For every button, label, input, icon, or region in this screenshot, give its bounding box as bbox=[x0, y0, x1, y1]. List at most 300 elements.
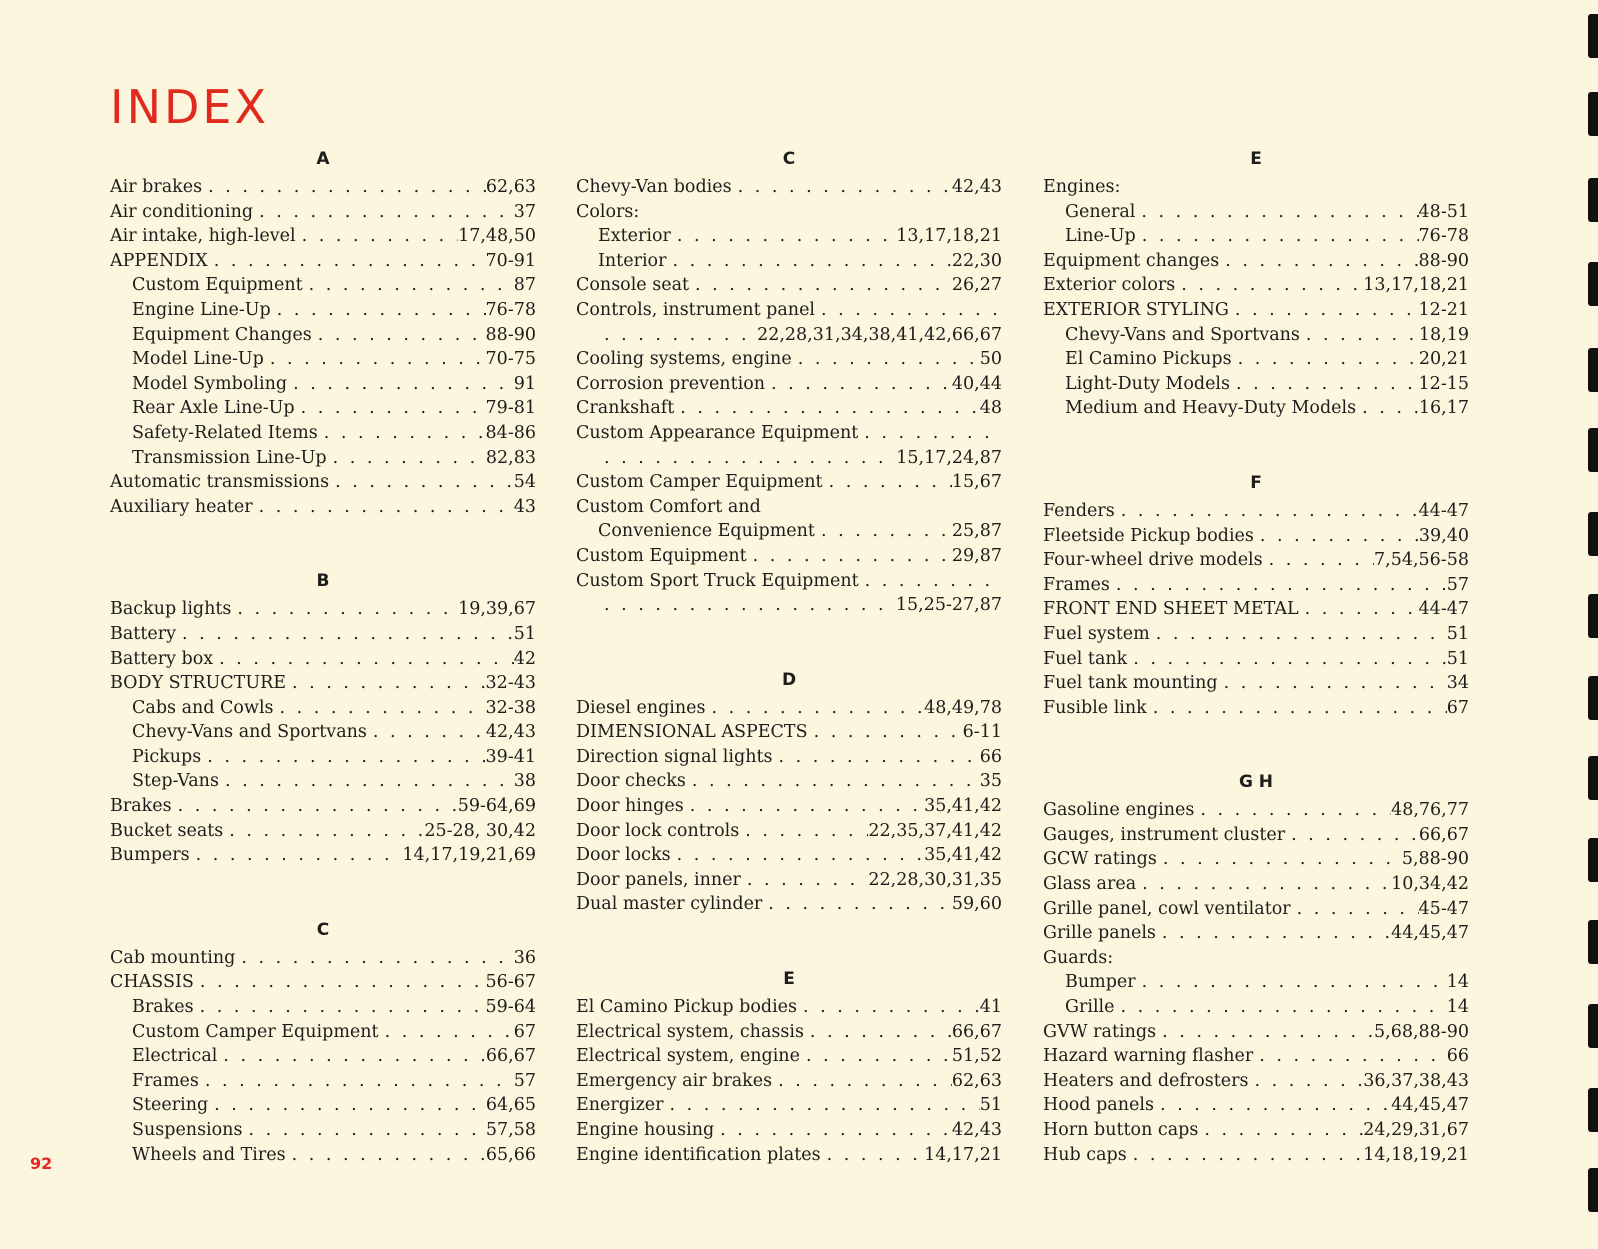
entry-term: Door panels, inner bbox=[576, 869, 741, 890]
index-entry bbox=[1043, 1143, 1469, 1168]
index-entry bbox=[576, 175, 1002, 200]
dot-leader bbox=[674, 396, 979, 421]
entry-pages: 5,88-90 bbox=[1401, 849, 1469, 870]
index-entry bbox=[576, 1044, 1002, 1069]
entry-term: Chevy-Van bodies bbox=[576, 177, 732, 197]
dot-leader bbox=[598, 593, 896, 618]
section-letter: C bbox=[782, 149, 796, 169]
entry-pages: 41 bbox=[979, 997, 1002, 1018]
entry-pages: 14,17,21 bbox=[924, 1144, 1002, 1165]
index-entry bbox=[110, 1044, 536, 1069]
entry-term: Backup lights bbox=[110, 599, 232, 620]
index-section bbox=[1043, 474, 1469, 720]
entry-term: Light-Duty Models bbox=[1065, 373, 1231, 394]
index-entry bbox=[576, 794, 1002, 819]
dot-leader bbox=[312, 323, 486, 348]
entry-term: Pickups bbox=[132, 746, 202, 767]
entry-pages: 6-11 bbox=[962, 722, 1002, 743]
entry-pages: 57 bbox=[513, 1070, 536, 1091]
dot-leader bbox=[1254, 524, 1419, 549]
entry-term: Dual master cylinder bbox=[576, 894, 763, 915]
entry-term: Cab mounting bbox=[110, 947, 236, 968]
index-entry bbox=[110, 819, 536, 844]
entry-term: Grille panels bbox=[1043, 923, 1156, 944]
entry-pages: 25,87 bbox=[951, 521, 1002, 542]
section-letter: G H bbox=[1238, 772, 1274, 793]
entry-pages: 65,66 bbox=[485, 1144, 536, 1165]
dot-leader bbox=[664, 1093, 980, 1118]
entry-pages: 76-78 bbox=[485, 299, 536, 320]
dot-leader bbox=[235, 946, 513, 971]
entry-pages: 13,17,18,21 bbox=[1363, 275, 1469, 296]
dot-leader bbox=[286, 671, 486, 696]
entry-term: Frames bbox=[1043, 574, 1110, 595]
dot-leader bbox=[1263, 548, 1374, 573]
entry-term: Fuel tank mounting bbox=[1043, 673, 1218, 694]
entry-pages: 15,25-27,87 bbox=[895, 595, 1002, 616]
dot-leader bbox=[689, 273, 952, 298]
entry-pages: 42,43 bbox=[951, 1120, 1002, 1140]
dot-leader bbox=[732, 175, 952, 200]
index-entry bbox=[1043, 372, 1469, 397]
binder-hole-mark bbox=[1588, 676, 1598, 720]
dot-leader bbox=[741, 868, 869, 893]
entry-term: Step-Vans bbox=[132, 771, 219, 792]
dot-leader bbox=[199, 1069, 514, 1094]
index-entry-continuation bbox=[576, 446, 1002, 471]
entry-term: Line-Up bbox=[1065, 226, 1136, 247]
entry-term: Door hinges bbox=[576, 796, 684, 817]
dot-leader bbox=[1198, 1118, 1363, 1143]
entry-pages: 26,27 bbox=[951, 275, 1002, 296]
entry-term: Horn button caps bbox=[1043, 1120, 1199, 1140]
entry-pages: 15,67 bbox=[951, 472, 1002, 493]
entry-pages: 48 bbox=[979, 398, 1002, 419]
entry-pages: 44,45,47 bbox=[1391, 923, 1469, 944]
entry-term: El Camino Pickups bbox=[1065, 349, 1232, 370]
entry-term: Equipment Changes bbox=[132, 324, 312, 345]
entry-term: Equipment changes bbox=[1043, 250, 1220, 271]
entry-term: Suspensions bbox=[132, 1120, 243, 1140]
dot-leader bbox=[671, 224, 896, 249]
dot-leader bbox=[823, 470, 952, 495]
entry-pages: 40,44 bbox=[951, 373, 1002, 394]
entry-term: CHASSIS bbox=[110, 972, 194, 993]
dot-leader bbox=[815, 298, 1002, 323]
index-entry bbox=[110, 495, 536, 520]
dot-leader bbox=[1156, 921, 1391, 946]
index-entry bbox=[1043, 946, 1469, 971]
entry-term: Engine identification plates bbox=[576, 1144, 821, 1165]
index-entry bbox=[576, 720, 1002, 745]
dot-leader bbox=[747, 544, 952, 569]
entry-pages: 22,28,31,34,38,41,42,66,67 bbox=[757, 324, 1002, 345]
entry-pages: 29,87 bbox=[951, 545, 1002, 566]
index-entry bbox=[576, 1020, 1002, 1045]
entry-pages: 35 bbox=[979, 771, 1002, 792]
dot-leader bbox=[295, 396, 486, 421]
index-entry bbox=[576, 372, 1002, 397]
entry-term: Battery box bbox=[110, 648, 214, 669]
entry-term bbox=[576, 593, 598, 618]
index-entry bbox=[576, 396, 1002, 421]
entry-pages: 57,58 bbox=[485, 1120, 536, 1140]
entry-pages: 66,67 bbox=[951, 1021, 1002, 1042]
entry-term: FRONT END SHEET METAL bbox=[1043, 599, 1299, 620]
index-entry bbox=[1043, 499, 1469, 524]
entry-pages: 44-47 bbox=[1418, 500, 1469, 521]
index-entry bbox=[576, 224, 1002, 249]
entry-term: Interior bbox=[598, 250, 667, 271]
entry-term: Controls, instrument panel bbox=[576, 299, 816, 320]
index-entry bbox=[110, 372, 536, 397]
index-section bbox=[110, 572, 536, 868]
entry-pages: 59,60 bbox=[951, 894, 1002, 915]
entry-pages: 18,19 bbox=[1418, 324, 1469, 345]
index-entry bbox=[576, 819, 1002, 844]
index-entry-continuation bbox=[576, 593, 1002, 618]
dot-leader bbox=[379, 1020, 514, 1045]
dot-leader bbox=[194, 970, 486, 995]
index-section bbox=[576, 150, 1002, 618]
index-entry bbox=[1043, 573, 1469, 598]
entry-pages: 54 bbox=[513, 472, 536, 493]
index-entry bbox=[1043, 798, 1469, 823]
entry-term: Fenders bbox=[1043, 500, 1115, 521]
section-letter: F bbox=[1250, 472, 1262, 493]
index-section bbox=[1043, 773, 1469, 1167]
dot-leader bbox=[274, 696, 486, 721]
binder-hole-mark bbox=[1588, 920, 1598, 964]
entry-term: Fuel tank bbox=[1043, 648, 1128, 669]
entry-pages: 44-47 bbox=[1418, 599, 1469, 620]
entry-term: Electrical bbox=[132, 1046, 218, 1067]
dot-leader bbox=[1232, 347, 1419, 372]
index-entry bbox=[576, 347, 1002, 372]
section-letter: C bbox=[316, 919, 330, 940]
entry-term: Bumpers bbox=[110, 845, 190, 866]
entry-term: Engine Line-Up bbox=[132, 299, 271, 320]
entry-term: Automatic transmissions bbox=[110, 472, 330, 493]
index-entry bbox=[576, 200, 1002, 225]
entry-term: Cabs and Cowls bbox=[132, 697, 274, 718]
index-entry bbox=[1043, 200, 1469, 225]
dot-leader bbox=[176, 622, 514, 647]
dot-leader bbox=[1157, 847, 1402, 872]
entry-term: GCW ratings bbox=[1043, 849, 1157, 870]
entry-term: Wheels and Tires bbox=[132, 1144, 286, 1165]
index-entry bbox=[1043, 921, 1469, 946]
entry-term: Direction signal lights bbox=[576, 746, 773, 767]
entry-term: Emergency air brakes bbox=[576, 1070, 773, 1091]
index-column-1 bbox=[110, 150, 536, 1220]
index-entry bbox=[576, 1093, 1002, 1118]
entry-term: Grille bbox=[1065, 997, 1115, 1018]
index-entry bbox=[110, 597, 536, 622]
dot-leader bbox=[804, 1020, 952, 1045]
dot-leader bbox=[1175, 273, 1363, 298]
index-entry bbox=[110, 323, 536, 348]
entry-term: EXTERIOR STYLING bbox=[1043, 299, 1229, 320]
index-entry bbox=[1043, 847, 1469, 872]
dot-leader bbox=[686, 769, 980, 794]
entry-term: GVW ratings bbox=[1043, 1021, 1157, 1042]
entry-pages: 37 bbox=[513, 201, 536, 222]
index-entry bbox=[1043, 1020, 1469, 1045]
entry-term: Air conditioning bbox=[110, 201, 254, 222]
entry-term: Auxiliary heater bbox=[110, 496, 253, 517]
entry-term: Door locks bbox=[576, 845, 671, 866]
index-entry bbox=[110, 446, 536, 471]
dot-leader bbox=[598, 323, 757, 348]
index-entry bbox=[1043, 696, 1469, 721]
index-entry bbox=[110, 1143, 536, 1168]
index-entry bbox=[110, 249, 536, 274]
dot-leader bbox=[1156, 1020, 1374, 1045]
index-entry-continuation bbox=[576, 323, 1002, 348]
dot-leader bbox=[1136, 970, 1447, 995]
index-entry bbox=[1043, 1093, 1469, 1118]
index-entry bbox=[110, 843, 536, 868]
page-number: 92 bbox=[30, 1154, 53, 1173]
entry-term: Chevy-Vans and Sportvans bbox=[132, 722, 367, 743]
entry-term: Exterior colors bbox=[1043, 275, 1176, 296]
entry-pages: 64,65 bbox=[485, 1095, 536, 1116]
entry-pages: 24,29,31,67 bbox=[1363, 1120, 1469, 1140]
entry-pages: 14 bbox=[1446, 997, 1469, 1018]
dot-leader bbox=[739, 819, 868, 844]
binder-hole-mark bbox=[1588, 1004, 1598, 1048]
entry-term: Electrical system, chassis bbox=[576, 1021, 804, 1042]
entry-pages: 79-81 bbox=[485, 398, 536, 419]
entry-pages: 19,39,67 bbox=[458, 599, 536, 620]
entry-pages: 70-91 bbox=[485, 250, 536, 271]
entry-pages: 14,17,19,21,69 bbox=[402, 845, 536, 866]
index-entry bbox=[1043, 622, 1469, 647]
entry-term: Custom Equipment bbox=[132, 275, 303, 296]
binder-hole-mark bbox=[1588, 428, 1598, 472]
entry-term: Air intake, high-level bbox=[110, 226, 296, 247]
section-letter: B bbox=[316, 571, 330, 592]
index-entry bbox=[576, 1069, 1002, 1094]
entry-pages: 66,67 bbox=[485, 1046, 536, 1067]
entry-pages: 84-86 bbox=[485, 422, 536, 443]
index-entry bbox=[110, 671, 536, 696]
entry-term: Brakes bbox=[110, 796, 172, 817]
entry-term: Corrosion prevention bbox=[576, 373, 766, 394]
dot-leader bbox=[1110, 573, 1447, 598]
index-entry bbox=[1043, 298, 1469, 323]
binder-hole-mark bbox=[1588, 348, 1598, 392]
index-entry bbox=[576, 1118, 1002, 1143]
dot-leader bbox=[190, 843, 403, 868]
dot-leader bbox=[253, 200, 514, 225]
entry-pages: 22,35,37,41,42 bbox=[868, 820, 1002, 841]
entry-pages: 66 bbox=[979, 746, 1002, 767]
binder-hole-mark bbox=[1588, 1168, 1598, 1212]
entry-term: Energizer bbox=[576, 1095, 664, 1116]
index-entry bbox=[110, 200, 536, 225]
index-entry bbox=[576, 995, 1002, 1020]
dot-leader bbox=[765, 372, 952, 397]
section-letter: A bbox=[316, 149, 330, 169]
binder-hole-mark bbox=[1588, 838, 1598, 882]
dot-leader bbox=[296, 224, 458, 249]
entry-term: El Camino Pickup bodies bbox=[576, 997, 798, 1018]
dot-leader bbox=[231, 597, 458, 622]
entry-term: Custom Appearance Equipment bbox=[576, 422, 859, 443]
entry-pages: 42,43 bbox=[485, 722, 536, 743]
dot-leader bbox=[219, 769, 514, 794]
entry-term: Model Line-Up bbox=[132, 349, 264, 370]
entry-pages: 45-47 bbox=[1418, 898, 1469, 919]
binder-hole-mark bbox=[1588, 178, 1598, 222]
index-entry bbox=[110, 421, 536, 446]
dot-leader bbox=[1115, 499, 1419, 524]
entry-pages: 34 bbox=[1446, 673, 1469, 694]
entry-term: Grille panel, cowl ventilator bbox=[1043, 898, 1291, 919]
dot-leader bbox=[772, 745, 979, 770]
index-entry bbox=[110, 1118, 536, 1143]
index-entry bbox=[576, 569, 1002, 594]
entry-term: Custom Equipment bbox=[576, 545, 747, 566]
section-letter: E bbox=[1250, 149, 1262, 169]
entry-pages: 91 bbox=[513, 373, 536, 394]
entry-pages: 43 bbox=[513, 496, 536, 517]
index-entry bbox=[576, 495, 1002, 520]
entry-pages: 66 bbox=[1446, 1046, 1469, 1067]
index-entry bbox=[576, 544, 1002, 569]
index-entry bbox=[1043, 1044, 1469, 1069]
entry-pages: 51 bbox=[1446, 623, 1469, 644]
entry-term: Chevy-Vans and Sportvans bbox=[1065, 324, 1300, 345]
entry-pages: 50 bbox=[979, 349, 1002, 370]
dot-leader bbox=[303, 273, 514, 298]
index-entry bbox=[110, 470, 536, 495]
entry-pages: 22,28,30,31,35 bbox=[868, 869, 1002, 890]
entry-term: Door checks bbox=[576, 771, 686, 792]
dot-leader bbox=[201, 745, 485, 770]
dot-leader bbox=[1219, 249, 1418, 274]
entry-pages: 48,49,78 bbox=[924, 697, 1002, 718]
index-entry bbox=[110, 622, 536, 647]
index-entry bbox=[110, 273, 536, 298]
entry-pages: 67 bbox=[513, 1021, 536, 1042]
entry-term: Console seat bbox=[576, 275, 690, 296]
entry-pages: 51,52 bbox=[951, 1046, 1002, 1067]
index-entry bbox=[576, 273, 1002, 298]
dot-leader bbox=[1147, 696, 1447, 721]
index-section bbox=[576, 970, 1002, 1167]
index-entry bbox=[1043, 597, 1469, 622]
entry-pages: 56-67 bbox=[485, 972, 536, 993]
dot-leader bbox=[329, 470, 514, 495]
entry-pages: 88-90 bbox=[1418, 250, 1469, 271]
entry-pages: 16,17 bbox=[1418, 398, 1469, 419]
index-entry bbox=[1043, 396, 1469, 421]
dot-leader bbox=[714, 1118, 952, 1143]
index-entry bbox=[110, 1069, 536, 1094]
dot-leader bbox=[1120, 175, 1469, 200]
entry-pages: 36,37,38,43 bbox=[1363, 1070, 1469, 1091]
index-entry bbox=[576, 1143, 1002, 1168]
index-entry bbox=[110, 224, 536, 249]
dot-leader bbox=[639, 200, 1002, 225]
dot-leader bbox=[1299, 597, 1419, 622]
section-letter: D bbox=[781, 669, 797, 690]
entry-term: Safety-Related Items bbox=[132, 422, 318, 443]
index-entry bbox=[1043, 897, 1469, 922]
dot-leader bbox=[772, 1069, 952, 1094]
dot-leader bbox=[1285, 823, 1419, 848]
entry-pages: 48,76,77 bbox=[1391, 800, 1469, 821]
entry-term: Steering bbox=[132, 1095, 209, 1116]
index-entry bbox=[576, 769, 1002, 794]
entry-pages: 22,30 bbox=[951, 250, 1002, 271]
dot-leader bbox=[1136, 224, 1419, 249]
index-entry bbox=[1043, 1069, 1469, 1094]
entry-term bbox=[576, 323, 598, 348]
index-entry bbox=[576, 249, 1002, 274]
entry-term: Engines: bbox=[1043, 177, 1121, 197]
dot-leader bbox=[1230, 372, 1419, 397]
binder-hole-mark bbox=[1588, 512, 1598, 556]
entry-term: Fleetside Pickup bodies bbox=[1043, 525, 1254, 546]
binder-hole-mark bbox=[1588, 756, 1598, 800]
entry-term: Hazard warning flasher bbox=[1043, 1046, 1254, 1067]
dot-leader bbox=[286, 1143, 486, 1168]
dot-leader bbox=[208, 249, 486, 274]
dot-leader bbox=[859, 569, 1002, 594]
dot-leader bbox=[318, 421, 486, 446]
index-entry bbox=[1043, 347, 1469, 372]
entry-pages: 51 bbox=[1446, 648, 1469, 669]
dot-leader bbox=[1127, 1143, 1364, 1168]
dot-leader bbox=[264, 347, 486, 372]
entry-term: Rear Axle Line-Up bbox=[132, 398, 295, 419]
index-entry bbox=[1043, 671, 1469, 696]
dot-leader bbox=[666, 249, 951, 274]
dot-leader bbox=[367, 720, 486, 745]
dot-leader bbox=[671, 843, 925, 868]
index-entry bbox=[110, 970, 536, 995]
dot-leader bbox=[253, 495, 514, 520]
entry-pages: 39-41 bbox=[485, 746, 536, 767]
index-entry bbox=[110, 175, 536, 200]
entry-term: Heaters and defrosters bbox=[1043, 1070, 1249, 1091]
entry-term: Fusible link bbox=[1043, 697, 1147, 718]
entry-term: Air brakes bbox=[110, 177, 203, 197]
dot-leader bbox=[1135, 200, 1418, 225]
dot-leader bbox=[1253, 1044, 1446, 1069]
entry-pages: 12-15 bbox=[1418, 373, 1469, 394]
entry-pages: 44,45,47 bbox=[1391, 1095, 1469, 1116]
index-entry bbox=[576, 470, 1002, 495]
binder-hole-mark bbox=[1588, 14, 1598, 58]
index-entry bbox=[110, 647, 536, 672]
entry-term: Crankshaft bbox=[576, 398, 675, 419]
entry-pages: 17,48,50 bbox=[458, 226, 536, 247]
section-letter: E bbox=[783, 969, 795, 990]
dot-leader bbox=[172, 794, 458, 819]
index-entry bbox=[110, 995, 536, 1020]
dot-leader bbox=[1218, 671, 1447, 696]
dot-leader bbox=[800, 1044, 952, 1069]
entry-term: Engine housing bbox=[576, 1120, 715, 1140]
index-entry bbox=[1043, 175, 1469, 200]
index-section bbox=[110, 921, 536, 1167]
entry-pages: 62,63 bbox=[485, 177, 536, 197]
